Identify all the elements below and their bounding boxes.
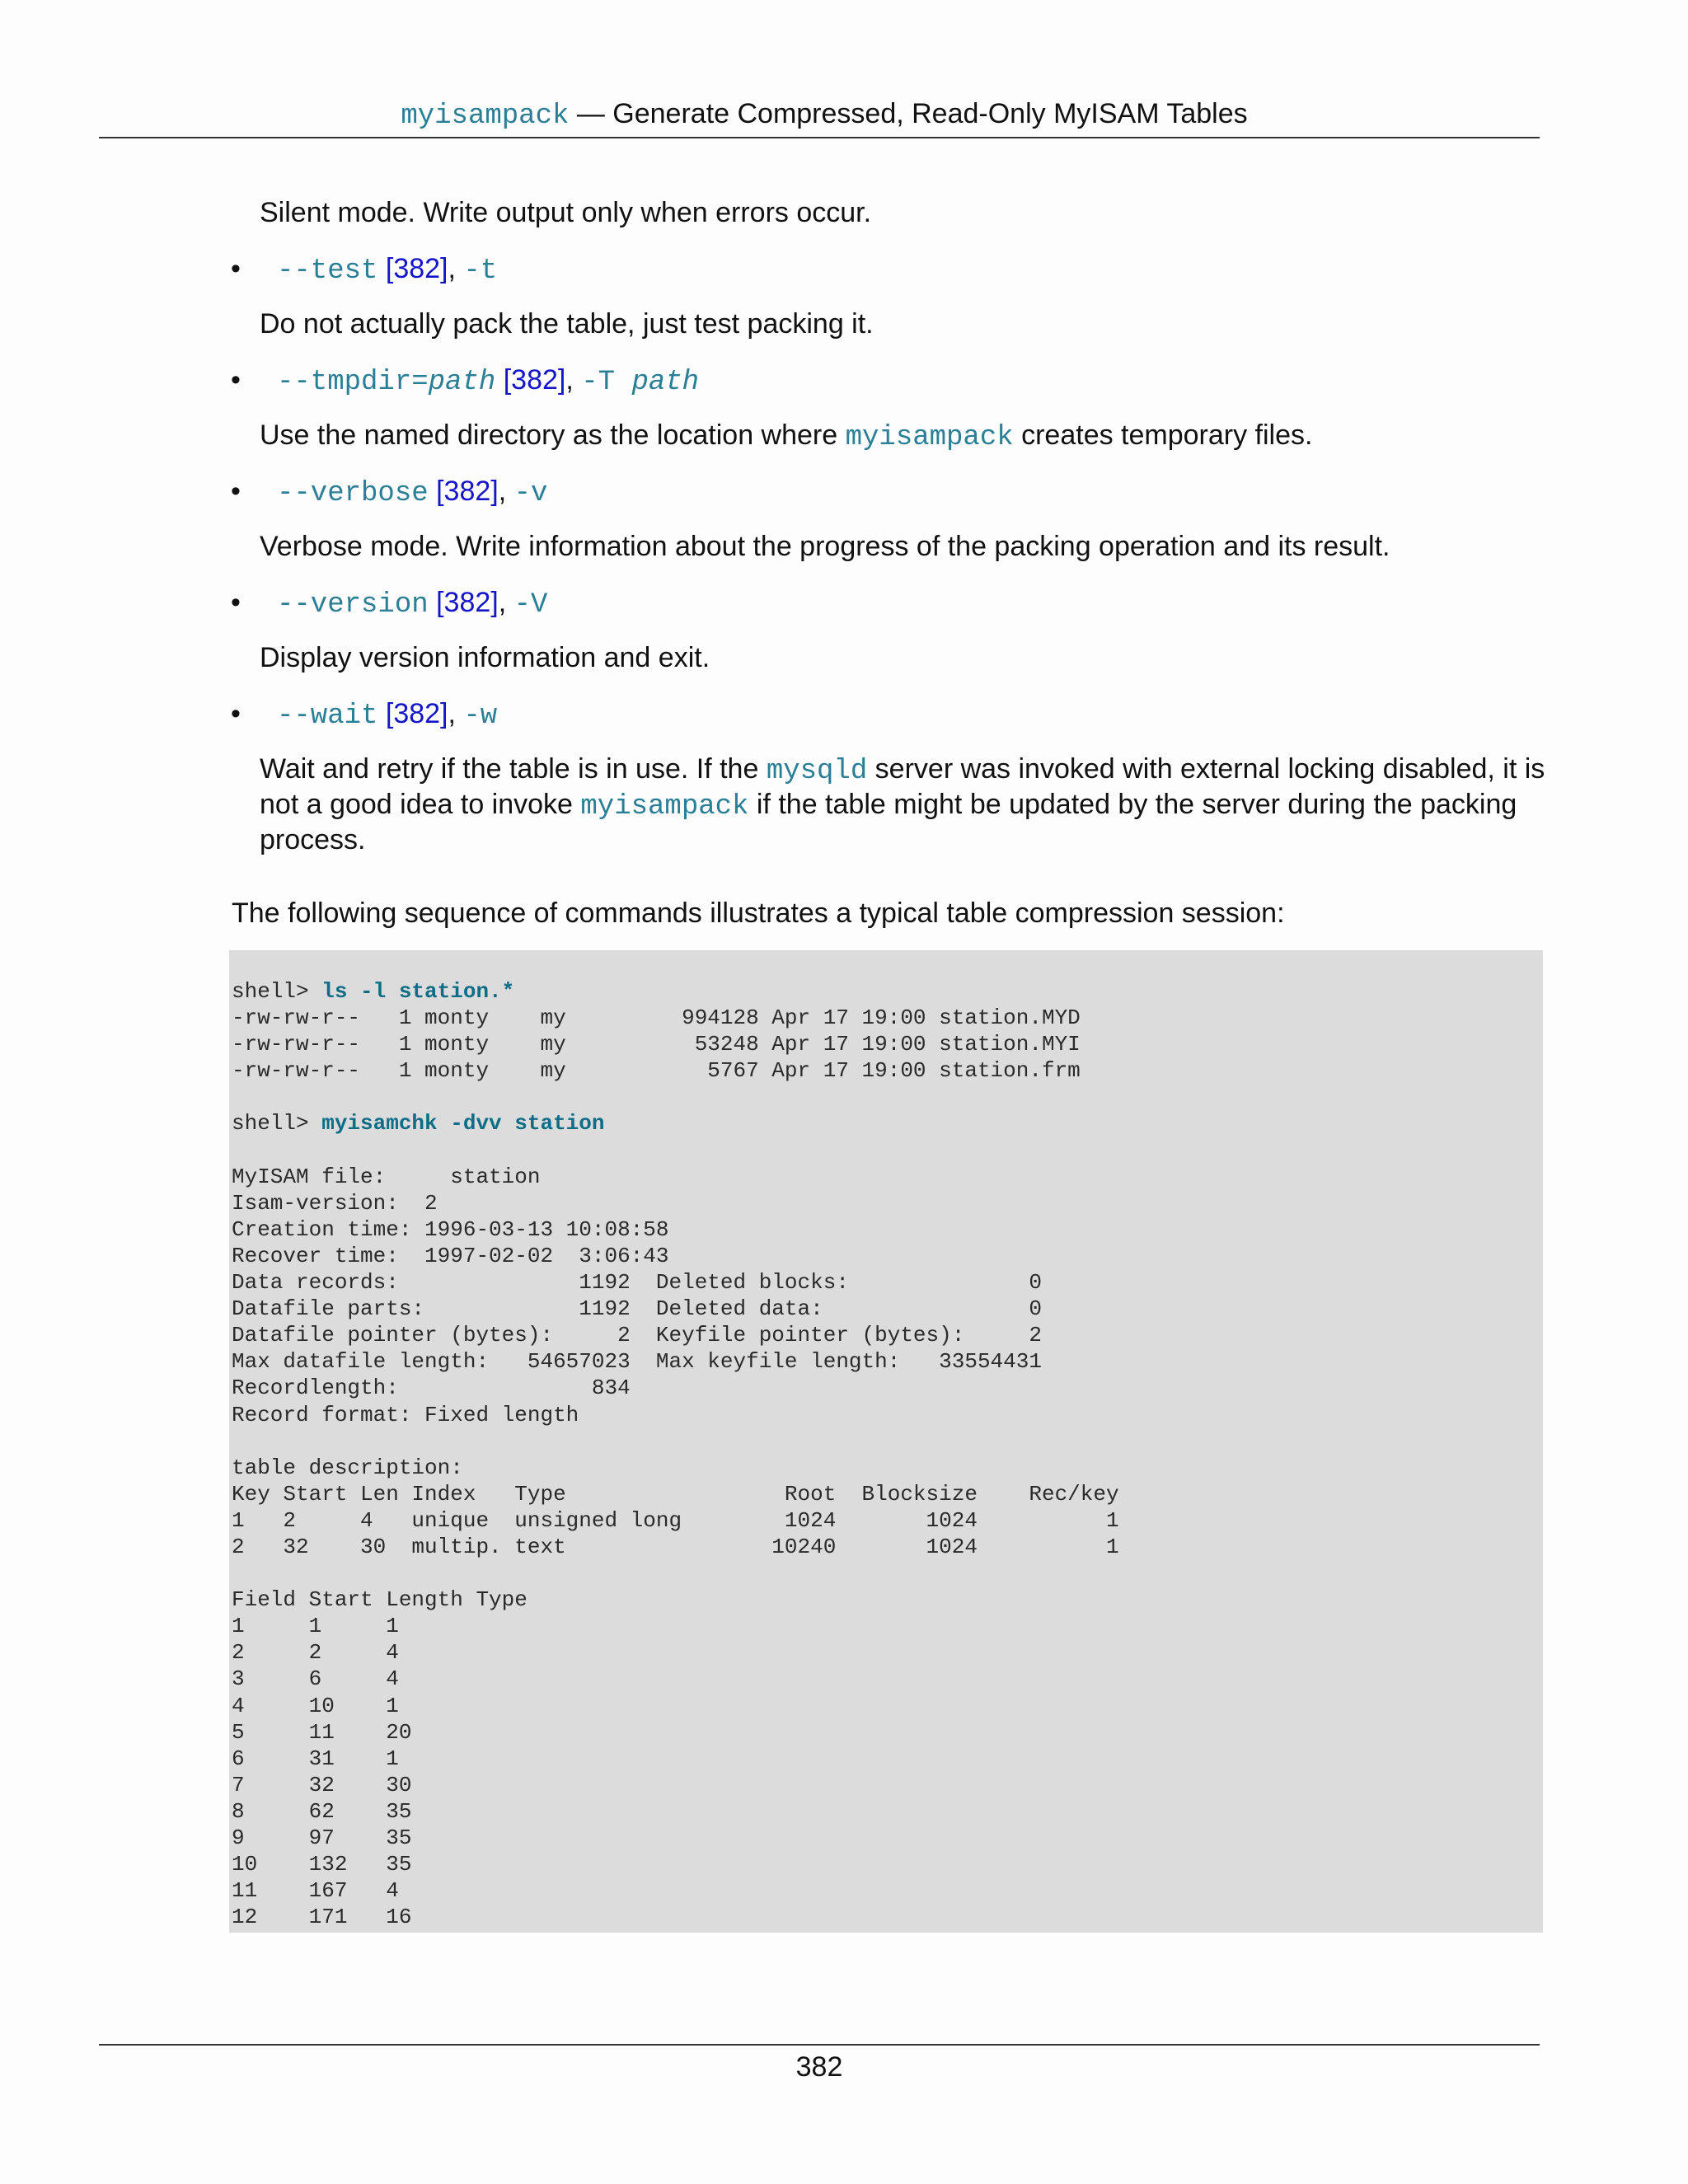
- separator: ,: [498, 476, 514, 507]
- option-short: -v: [513, 478, 548, 509]
- bullet-marker: •: [231, 253, 241, 284]
- option-short: -V: [513, 589, 548, 621]
- bullet-marker: •: [231, 364, 241, 396]
- command-ls: ls -l station.*: [321, 979, 515, 1004]
- option-long[interactable]: --test: [277, 255, 378, 287]
- option-short: -T: [581, 367, 632, 398]
- option-ref-link[interactable]: [382]: [385, 253, 448, 284]
- bullet-marker: •: [231, 587, 241, 618]
- page-header: [0, 92, 1648, 138]
- option-verbose-desc: Verbose mode. Write information about the progress of the packing operation and its result.: [260, 531, 1390, 562]
- option-long[interactable]: [277, 367, 495, 398]
- shell-prompt: shell>: [232, 1111, 322, 1137]
- separator: ,: [565, 364, 582, 396]
- option-tmpdir-desc: [260, 419, 1545, 454]
- option-ref-link[interactable]: [382]: [503, 364, 566, 396]
- option-short: -t: [463, 255, 498, 287]
- option-short-arg: path: [631, 367, 700, 398]
- desc-code: myisampack: [580, 791, 749, 823]
- option-arg: path: [428, 367, 496, 398]
- session-intro: The following sequence of commands illustrates a typical table compression session:: [232, 898, 1285, 929]
- code-listing: [229, 950, 1543, 1930]
- command-myisamchk: myisamchk -dvv station: [321, 1111, 605, 1137]
- page-number: 382: [795, 2051, 843, 2083]
- desc-text: Use the named directory as the location where: [260, 419, 846, 451]
- separator: ,: [448, 698, 464, 729]
- desc-code: mysqld: [766, 756, 868, 787]
- option-wait-desc: [260, 752, 1545, 856]
- option-ref-link[interactable]: [382]: [436, 587, 499, 618]
- desc-text: Wait and retry if the table is in use. If the: [260, 753, 767, 785]
- option-ref-link[interactable]: [382]: [436, 476, 499, 507]
- header-rule: [99, 137, 1540, 138]
- option-long[interactable]: --verbose: [277, 478, 429, 509]
- separator: ,: [448, 253, 464, 284]
- option-verbose: [231, 475, 547, 510]
- option-test: [231, 252, 497, 288]
- ls-output: -rw-rw-r-- 1 monty my 994128 Apr 17 19:00 station.MYD -rw-rw-r-- 1 monty my 53248 Apr 17 19:00 station.MYI -rw-rw-r-- 1 monty my 5767 Apr 17 19:00 station.frm: [232, 1005, 1081, 1084]
- shell-prompt: shell>: [232, 979, 322, 1004]
- option-test-desc: Do not actually pack the table, just test packing it.: [260, 308, 874, 340]
- header-command: myisampack: [401, 101, 570, 132]
- bullet-marker: •: [231, 476, 241, 507]
- option-long[interactable]: --wait: [277, 701, 378, 732]
- option-wait: [231, 697, 497, 733]
- bullet-marker: •: [231, 698, 241, 729]
- option-tmpdir: [231, 363, 699, 399]
- option-long[interactable]: --version: [277, 589, 429, 621]
- code-block: [229, 950, 1543, 1933]
- desc-text: server was invoked with external locking disabled, it is not a good idea to invoke: [260, 753, 1545, 820]
- option-name: --tmpdir=: [277, 367, 429, 398]
- option-version-desc: Display version information and exit.: [260, 642, 710, 673]
- desc-code: myisampack: [845, 422, 1014, 453]
- separator: ,: [498, 587, 514, 618]
- option-version: [231, 586, 547, 621]
- myisamchk-output: MyISAM file: station Isam-version: 2 Creation time: 1996-03-13 10:08:58 Recover time: 1997-02-02 3:06:43 Data records: 1192 Deleted blocks: 0 Datafile parts: 1192 Deleted data: 0 Datafile pointer (bytes): 2 Keyfile pointer (bytes): 2 Max datafile length: 54657023 Max keyfile length: 33554431 Recordlength: 834 Record format: Fixed length table description: Key Start Len Index Type Root Blocksize Rec/key 1 2 4 unique unsigned long 1024 1024 1 2 32 30 multip. text 10240 1024 1 Field Start Length Type 1 1 1 2 2 4 3 6 4 4 10 1 5 11 20 6 31 1 7 32 30 8 62 35 9 97 35 10 132 35 11 167 4 12 171 16: [232, 1164, 1119, 1930]
- option-short: -w: [463, 701, 498, 732]
- header-title: — Generate Compressed, Read-Only MyISAM Tables: [569, 98, 1248, 129]
- intro-text: Silent mode. Write output only when errors occur.: [260, 197, 872, 228]
- desc-text: creates temporary files.: [1013, 419, 1313, 451]
- desc-text: if the table might be updated by the server during the packing process.: [260, 789, 1517, 855]
- footer-rule: [99, 2044, 1540, 2046]
- option-ref-link[interactable]: [382]: [385, 698, 448, 729]
